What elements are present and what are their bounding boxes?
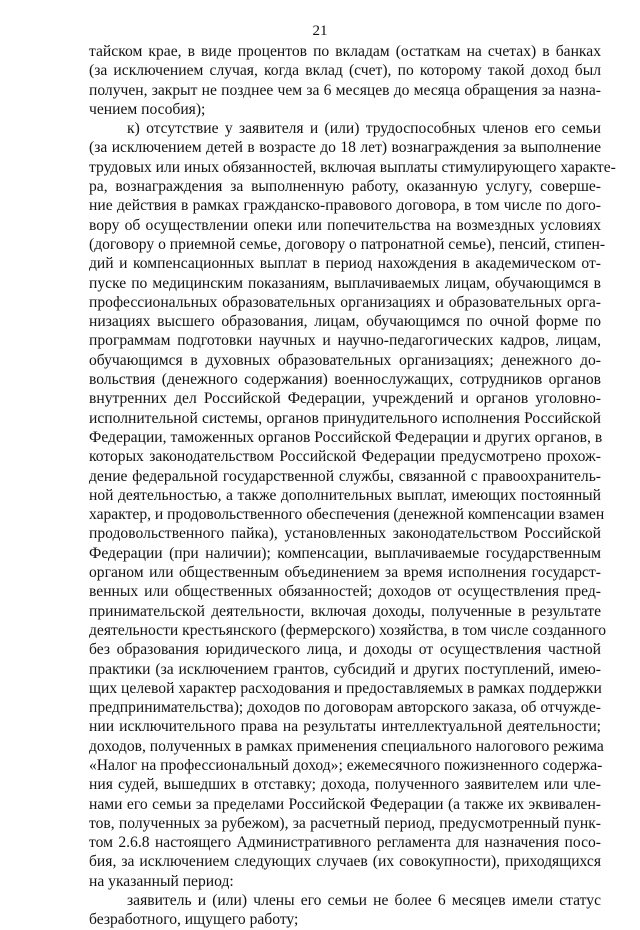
text-line: низациях высшего образования, лицам, обучающимся по очной форме по [89, 313, 601, 331]
text-line: без образования юридического лица, и доходы от осуществления частной [89, 641, 601, 659]
text-line: венных или общественных обязанностей; доходов от осуществления пред- [89, 583, 601, 601]
text-line: деятельности крестьянского (фермерского) хозяйства, в том числе созданного [89, 621, 607, 639]
paragraph-p1 [89, 42, 601, 119]
text-line: внутренних дел Российской Федерации, учреждений и органов уголовно- [89, 390, 601, 408]
text-line: Федерации (при наличии); компенсации, выплачиваемые государственным [89, 544, 601, 562]
text-line: вору об осуществлении опеки или попечительства на возмездных условиях [89, 216, 601, 234]
paragraph-p2 [89, 119, 616, 891]
document-body [89, 42, 616, 930]
text-line: «Налог на профессиональный доход»; ежемесячного пожизненного содержа- [89, 756, 603, 774]
text-line: получен, закрыт не позднее чем за 6 месяцев до месяца обращения за назна- [89, 81, 601, 99]
text-line: нии исключительного права на результаты интеллектуальной деятельности; [89, 718, 601, 736]
text-line: ние действия в рамках гражданско-правового договора, в том числе по дого- [89, 197, 601, 215]
text-line: доходов, полученных в рамках применения специального налогового режима [89, 737, 604, 755]
text-line: том 2.6.8 настоящего Административного регламента для назначения посо- [89, 834, 601, 852]
text-line: (договору о приемной семье, договору о патронатной семье), пенсий, стипен- [89, 235, 606, 253]
text-line: нами его семьи за пределами Российской Федерации (а также их эквивален- [89, 795, 601, 813]
text-line: Федерации, таможенных органов Российской Федерации и других органов, в [89, 428, 603, 446]
text-line: характер, и продовольственного обеспечения (денежной компенсации взамен [89, 506, 605, 524]
text-line: щих целевой характер расходования и предоставляемых в рамках поддержки [89, 679, 602, 697]
text-line: профессиональных образовательных организациях и образовательных орга- [89, 293, 601, 311]
text-line: пуске по медицинским показаниям, выплачиваемых лицам, обучающимся в [89, 274, 601, 292]
text-line: вольствия (денежного содержания) военнослужащих, сотрудников органов [89, 371, 601, 389]
text-line: которых законодательством Российской Федерации предусмотрено прохож- [89, 448, 601, 466]
text-line: заявитель и (или) члены его семьи не более 6 месяцев имели статус [127, 892, 601, 910]
paragraph-p3 [89, 891, 601, 930]
text-line: на указанный период: [89, 872, 234, 890]
text-line: (за исключением случая, когда вклад (счет), по которому такой доход был [89, 62, 601, 80]
text-line: тов, полученных за рубежом), за расчетный период, предусмотренный пунк- [89, 814, 601, 832]
text-line: исполнительной системы, органов принудительного исполнения Российской [89, 409, 601, 427]
text-line: дий и компенсационных выплат в период нахождения в академическом от- [89, 255, 601, 273]
text-line: безработного, ищущего работу; [89, 911, 299, 929]
text-line: органом или общественным объединением за время исполнения государст- [89, 564, 601, 582]
text-line: практики (за исключением грантов, субсидий и других поступлений, имею- [89, 660, 601, 678]
text-line: программам подготовки научных и научно-педагогических кадров, лицам, [89, 332, 601, 350]
text-line: ной деятельностью, а также дополнительных выплат, имеющих постоянный [89, 486, 601, 504]
text-line: дение федеральной государственной службы, связанной с правоохранитель- [89, 467, 601, 485]
text-line: (за исключением детей в возрасте до 18 лет) вознаграждения за выполнение [89, 139, 601, 157]
text-line: ния судей, вышедших в отставку; дохода, полученного заявителем или чле- [89, 776, 601, 794]
text-line: обучающимся в духовных образовательных организациях; денежного до- [89, 351, 601, 369]
text-line: бия, за исключением следующих случаев (их совокупности), приходящихся [89, 853, 601, 871]
text-line: трудовых или иных обязанностей, включая выплаты стимулирующего характе- [89, 158, 616, 176]
text-line: чением пособия); [89, 100, 206, 118]
page-number: 21 [312, 23, 328, 39]
text-line: ра, вознаграждения за выполненную работу, оказанную услугу, соверше- [89, 178, 601, 196]
text-line: продовольственного пайка), установленных законодательством Российской [89, 525, 601, 543]
text-line: принимательской деятельности, включая доходы, полученные в результате [89, 602, 601, 620]
text-line: предпринимательства); доходов по договорам авторского заказа, об отчужде- [89, 699, 601, 717]
text-line: тайском крае, в виде процентов по вкладам (остаткам на счетах) в банках [89, 43, 601, 60]
text-line: к) отсутствие у заявителя и (или) трудоспособных членов его семьи [127, 120, 601, 138]
